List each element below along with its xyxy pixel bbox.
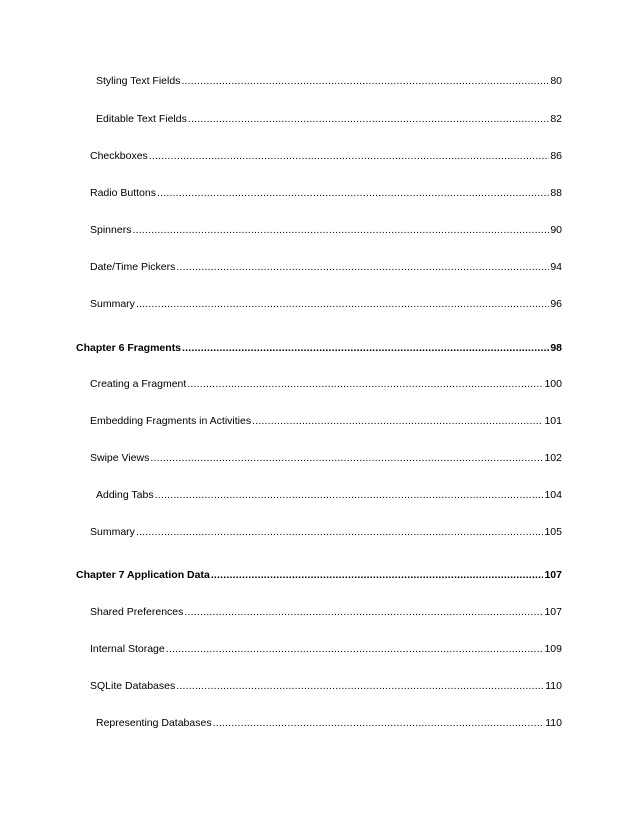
toc-entry-editable-text-fields bbox=[96, 112, 562, 126]
toc-entry-summary bbox=[90, 297, 562, 311]
toc-entry-shared-preferences bbox=[90, 605, 562, 619]
toc-chapter-title: Chapter 6 Fragments bbox=[76, 342, 182, 354]
dot-leader bbox=[182, 341, 549, 355]
toc-entry-page: 82 bbox=[550, 113, 562, 125]
dot-leader bbox=[136, 525, 544, 539]
toc-entry-title: Embedding Fragments in Activities bbox=[90, 415, 252, 427]
toc-entry-page: 88 bbox=[550, 187, 562, 199]
dot-leader bbox=[213, 716, 545, 730]
toc-chapter-page: 98 bbox=[550, 342, 562, 354]
toc-entry-title: Summary bbox=[90, 526, 135, 538]
toc-entry-summary bbox=[90, 525, 562, 539]
toc-entry-swipe-views bbox=[90, 451, 562, 465]
toc-entry-title: Spinners bbox=[90, 224, 132, 236]
toc-entry-title: SQLite Databases bbox=[90, 680, 176, 692]
toc-entry-page: 96 bbox=[550, 298, 562, 310]
toc-entry-checkboxes bbox=[90, 149, 562, 163]
toc-entry-title: Internal Storage bbox=[90, 643, 165, 655]
dot-leader bbox=[155, 488, 544, 502]
toc-entry-title: Styling Text Fields bbox=[96, 75, 181, 87]
toc-entry-page: 109 bbox=[544, 643, 562, 655]
toc-entry-spinners bbox=[90, 223, 562, 237]
toc-entry-adding-tabs bbox=[96, 488, 562, 502]
dot-leader bbox=[150, 451, 543, 465]
toc-entry-radio-buttons bbox=[90, 186, 562, 200]
toc-entry-page: 102 bbox=[544, 452, 562, 464]
dot-leader bbox=[181, 74, 549, 88]
toc-entry-date-time-pickers bbox=[90, 260, 562, 274]
toc-entry-styling-text-fields bbox=[96, 74, 562, 88]
toc-entry-title: Creating a Fragment bbox=[90, 378, 187, 390]
dot-leader bbox=[211, 568, 544, 582]
dot-leader bbox=[132, 223, 549, 237]
dot-leader bbox=[136, 297, 549, 311]
toc-entry-title: Representing Databases bbox=[96, 717, 212, 729]
toc-entry-page: 94 bbox=[550, 261, 562, 273]
toc-entry-page: 104 bbox=[544, 489, 562, 501]
toc-entry-page: 100 bbox=[544, 378, 562, 390]
toc-entry-page: 110 bbox=[545, 717, 562, 729]
toc-entry-title: Checkboxes bbox=[90, 150, 148, 162]
dot-leader bbox=[176, 679, 544, 693]
toc-entry-page: 105 bbox=[544, 526, 562, 538]
dot-leader bbox=[157, 186, 549, 200]
toc-entry-title: Adding Tabs bbox=[96, 489, 154, 501]
toc-entry-title: Shared Preferences bbox=[90, 606, 184, 618]
toc-entry-page: 110 bbox=[545, 680, 562, 692]
toc-chapter-title: Chapter 7 Application Data bbox=[76, 569, 210, 581]
toc-chapter-page: 107 bbox=[544, 569, 562, 581]
toc-entry-page: 90 bbox=[550, 224, 562, 236]
dot-leader bbox=[188, 112, 549, 126]
toc-entry-title: Date/Time Pickers bbox=[90, 261, 176, 273]
dot-leader bbox=[184, 605, 543, 619]
toc-entry-page: 107 bbox=[544, 606, 562, 618]
toc-chapter-6 bbox=[76, 341, 562, 355]
toc-entry-creating-a-fragment bbox=[90, 377, 562, 391]
toc-entry-internal-storage bbox=[90, 642, 562, 656]
toc-entry-title: Swipe Views bbox=[90, 452, 150, 464]
toc-entry-sqlite-databases bbox=[90, 679, 562, 693]
toc-entry-embedding-fragments bbox=[90, 414, 562, 428]
toc-entry-title: Editable Text Fields bbox=[96, 113, 187, 125]
dot-leader bbox=[149, 149, 550, 163]
dot-leader bbox=[187, 377, 543, 391]
toc-entry-representing-databases bbox=[96, 716, 562, 730]
toc-entry-title: Radio Buttons bbox=[90, 187, 156, 199]
toc-entry-page: 86 bbox=[550, 150, 562, 162]
toc-entry-page: 101 bbox=[544, 415, 562, 427]
toc-entry-title: Summary bbox=[90, 298, 135, 310]
dot-leader bbox=[252, 414, 543, 428]
dot-leader bbox=[176, 260, 549, 274]
dot-leader bbox=[166, 642, 544, 656]
toc-chapter-7 bbox=[76, 568, 562, 582]
toc-entry-page: 80 bbox=[550, 75, 562, 87]
